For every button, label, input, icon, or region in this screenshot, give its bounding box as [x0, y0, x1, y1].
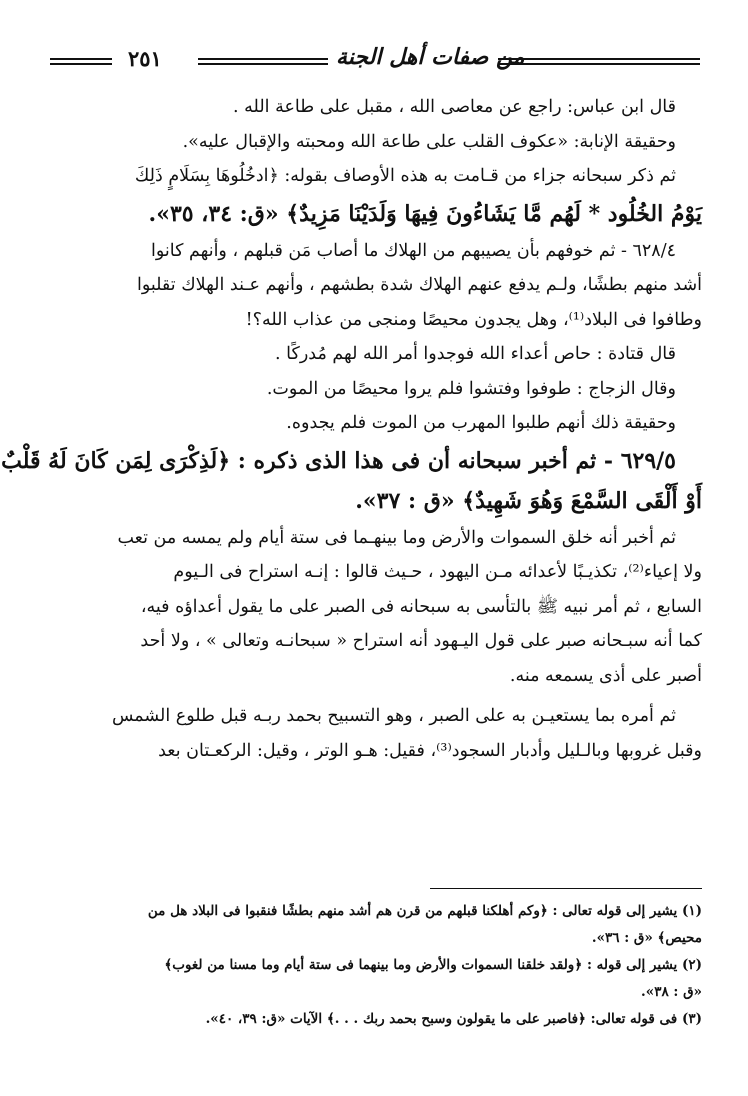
footnote-line: (١) يشير إلى قوله تعالى : ﴿وكم أهلكنا قبلهم من قرن هم أشد منهم بطشًا فنقبوا فى البلاد هل من — [147, 903, 702, 919]
body-line: ثم أمره بما يستعيـن به على الصبر ، وهو التسبيح بحمد ربـه قبل طلوع الشمس — [111, 706, 676, 726]
body-line: قال ابن عباس: راجع عن معاصى الله ، مقبل على طاعة الله . — [233, 97, 676, 117]
body-line: ٦٢٨/٤ - ثم خوفهم بأن يصيبهم من الهلاك ما أصاب مَن قبلهم ، وأنهم كانوا — [150, 240, 676, 261]
body-line: وحقيقة ذلك أنهم طلبوا المهرب من الموت فلم يجدوه. — [286, 413, 676, 433]
running-title: من صفات أهل الجنة — [336, 44, 525, 70]
body-line: أشد منهم بطشًا، ولـم يدفع عنهم الهلاك شدة بطشهم ، وأنهم عـند الهلاك تقلبوا — [136, 275, 702, 295]
page-number: ٢٥١ — [128, 46, 162, 71]
body-line: ولا إعياء⁽²⁾، تكذيـبًا لأعدائه مـن اليهود ، حـيث قالوا : إنـه استراح فى الـيوم — [173, 562, 702, 582]
body-line: قال قتادة : حاص أعداء الله فوجدوا أمر الله لهم مُدركًا . — [275, 344, 676, 364]
body-line: كما أنه سبـحانه صبر على قول اليـهود أنه استراح « سبحانـه وتعالى » ، ولا أحد — [140, 631, 702, 651]
body-line: ثم ذكر سبحانه جزاء من قـامت به هذه الأوصاف بقوله: ﴿ادخُلُوهَا بِسَلَامٍ ذَلِكَ — [134, 166, 676, 186]
footnotes — [46, 898, 702, 1033]
body-line: وحقيقة الإنابة: «عكوف القلب على طاعة الله ومحبته والإقبال عليه». — [182, 131, 676, 152]
body-line: أصبر على أذى يسمعه منه. — [509, 665, 702, 686]
quran-verse-line: أَوْ أَلْقَى السَّمْعَ وَهُوَ شَهِيدٌ﴾ «ق : ٣٧». — [355, 487, 702, 514]
body-line: السابع ، ثم أمر نبيه ﷺ بالتأسى به سبحانه فى الصبر على ما يقول أعداؤه فيه، — [140, 596, 702, 617]
body-line: ثم أخبر أنه خلق السموات والأرض وما بينهـما فى ستة أيام ولم يمسه من تعب — [117, 527, 676, 548]
footnote-separator — [430, 888, 702, 889]
footnote-line: «ق : ٣٨». — [641, 984, 702, 1000]
running-header — [50, 44, 700, 84]
quran-verse-line: ٦٢٩/٥ - ثم أخبر سبحانه أن فى هذا الذى ذكره : ﴿لَذِكْرَى لِمَن كَانَ لَهُ قَلْبٌ — [1, 447, 676, 474]
footnote-line: محيص﴾ «ق : ٣٦». — [591, 930, 702, 946]
body-line: وقال الزجاج : طوفوا وفتشوا فلم يروا محيصًا من الموت. — [266, 378, 676, 399]
body-line: وطافوا فى البلاد⁽¹⁾، وهل يجدون محيصًا ومنجى من عذاب الله؟! — [245, 309, 702, 330]
footnote-line: (٢) يشير إلى قوله : ﴿ولقد خلقنا السموات والأرض وما بينهما فى ستة أيام وما مسنا من لغوب﴾ — [164, 957, 702, 973]
footnote-line: (٣) فى قوله تعالى: ﴿فاصبر على ما يقولون وسبح بحمد ربك . . .﴾ الآيات «ق: ٣٩، ٤٠». — [205, 1011, 702, 1027]
body-line: وقبل غروبها وبالـليل وأدبار السجود⁽³⁾، فقيل: هـو الوتر ، وقيل: الركعـتان بعد — [158, 740, 702, 761]
quran-verse-line: يَوْمُ الخُلُود * لَهُم مَّا يَشَاءُونَ فِيهَا وَلَدَيْنَا مَزِيدٌ﴾ «ق: ٣٤، ٣٥». — [148, 200, 702, 227]
body-text — [1, 90, 702, 768]
header-rule-right — [498, 58, 700, 65]
header-rule-left — [50, 58, 112, 65]
header-rule-middle — [198, 58, 328, 65]
